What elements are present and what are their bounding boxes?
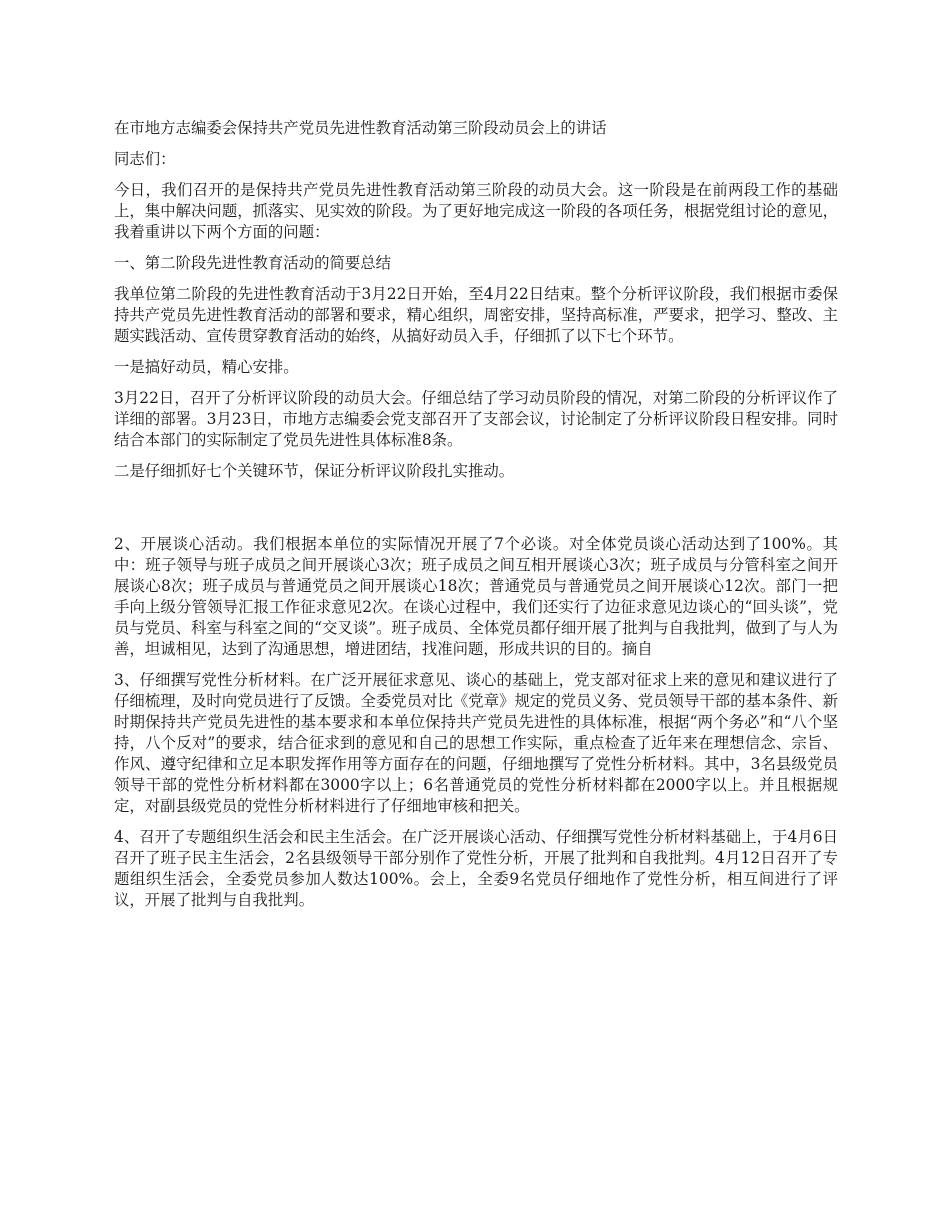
paragraph-item-3: 3、仔细撰写党性分析材料。在广泛开展征求意见、谈心的基础上，党支部对征求上来的意见和建议进行了仔细梳理，及时向党员进行了反馈。全委党员对比《党章》规定的党员义务、党员领导干部的基本条件、新时期保持共产党员先进性的基本要求和本单位保持共产党员先进性的具体标准，根据“两个务必”和“八个坚持，八个反对”的要求，结合征求到的意见和自己的思想工作实际，重点检查了近年来在理想信念、宗旨、作风、遵守纪律和立足本职发挥作用等方面存在的问题，仔细地撰写了党性分析材料。其中，3名县级党员领导干部的党性分析材料都在3000字以上；6名普通党员的党性分析材料都在2000字以上。并且根据规定，对副县级党员的党性分析材料进行了仔细地审核和把关。 — [114, 671, 838, 815]
salutation: 同志们： — [114, 150, 176, 168]
paragraph-item-4: 4、召开了专题组织生活会和民主生活会。在广泛开展谈心活动、仔细撰写党性分析材料基础上，于4月6日召开了班子民主生活会，2名县级领导干部分别作了党性分析，开展了批判和自我批判。4月12日召开了专题组织生活会，全委党员参加人数达100%。会上，全委9名党员仔细地作了党性分析，相互间进行了评议，开展了批判与自我批判。 — [114, 828, 838, 909]
section-heading-1: 一、第二阶段先进性教育活动的简要总结 — [114, 254, 392, 272]
subheading-key-links: 二是仔细抓好七个关键环节，保证分析评议阶段扎实推动。 — [114, 462, 515, 480]
paragraph-summary: 我单位第二阶段的先进性教育活动于3月22日开始，至4月22日结束。整个分析评议阶段，我们根据市委保持共产党员先进性教育活动的部署和要求，精心组织，周密安排，坚持高标准，严要求，把学习、整改、主题实践活动、宣传贯穿教育活动的始终，从搞好动员入手，仔细抓了以下七个环节。 — [114, 285, 838, 345]
paragraph-mobilization: 3月22日，召开了分析评议阶段的动员大会。仔细总结了学习动员阶段的情况，对第二阶段的分析评议作了详细的部署。3月23日，市地方志编委会党支部召开了支部会议，讨论制定了分析评议阶段日程安排。同时结合本部门的实际制定了党员先进性具体标准8条。 — [114, 389, 838, 449]
document-page — [114, 118, 838, 921]
paragraph-intro: 今日，我们召开的是保持共产党员先进性教育活动第三阶段的动员大会。这一阶段是在前两段工作的基础上，集中解决问题，抓落实、见实效的阶段。为了更好地完成这一阶段的各项任务，根据党组讨论的意见，我着重讲以下两个方面的问题： — [114, 181, 838, 241]
paragraph-item-2: 2、开展谈心活动。我们根据本单位的实际情况开展了7个必谈。对全体党员谈心活动达到了100%。其中：班子领导与班子成员之间开展谈心3次；班子成员之间互相开展谈心3次；班子成员与分管科室之间开展谈心8次；班子成员与普通党员之间开展谈心18次；普通党员与普通党员之间开展谈心12次。部门一把手向上级分管领导汇报工作征求意见2次。在谈心过程中，我们还实行了边征求意见边谈心的“回头谈”，党员与党员、科室与科室之间的“交叉谈”。班子成员、全体党员都仔细开展了批判与自我批判，做到了与人为善，坦诚相见，达到了沟通思想，增进团结，找准问题，形成共识的目的。摘自 — [114, 535, 838, 658]
subheading-mobilization: 一是搞好动员，精心安排。 — [114, 358, 299, 376]
blank-gap — [114, 492, 838, 534]
document-title: 在市地方志编委会保持共产党员先进性教育活动第三阶段动员会上的讲话 — [114, 119, 607, 137]
